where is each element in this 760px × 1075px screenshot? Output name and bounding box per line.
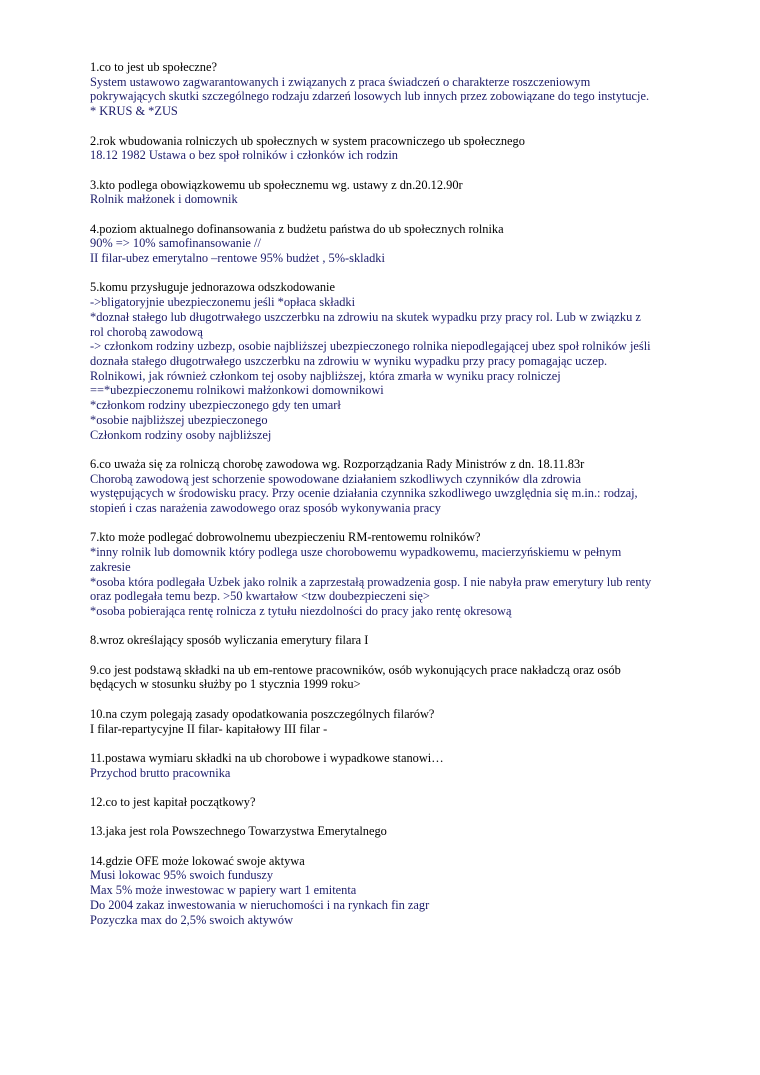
answer-line: doznała stałego długotrwałego uszczerbku na zdrowiu w wyniku wypadku przy pracy pomagając uczep. bbox=[90, 354, 608, 368]
qa-block-6 bbox=[90, 457, 690, 516]
answer-line: *członkom rodziny ubezpieczonego gdy ten umarł bbox=[90, 398, 341, 413]
qa-block-5 bbox=[90, 280, 690, 442]
question-8: 8.wroz określający sposób wyliczania emerytury filara I bbox=[90, 633, 369, 648]
qa-block-3 bbox=[90, 178, 690, 207]
answer-line: 90% => 10% samofinansowanie // bbox=[90, 236, 261, 251]
question-6: 6.co uważa się za rolniczą chorobę zawodowa wg. Rozporządzania Rady Ministrów z dn. 18.11.83r bbox=[90, 456, 585, 471]
answer-line: * KRUS & *ZUS bbox=[90, 104, 178, 119]
question-3: 3.kto podlega obowiązkowemu ub społecznemu wg. ustawy z dn.20.12.90r bbox=[90, 177, 463, 192]
qa-block-14 bbox=[90, 854, 690, 928]
answer-line: pokrywających skutki szczególnego rodzaju zdarzeń losowych lub innych przez zobowiązane do tego instytucje. bbox=[90, 89, 650, 104]
question-14: 14.gdzie OFE może lokować swoje aktywa bbox=[90, 853, 305, 868]
qa-block-1 bbox=[90, 60, 690, 119]
answer-line: Członkom rodziny osoby najbliższej bbox=[90, 427, 272, 442]
qa-block-4 bbox=[90, 222, 690, 266]
question-10: 10.na czym polegają zasady opodatkowania poszczególnych filarów? bbox=[90, 706, 435, 721]
question-10-continuation: I filar-repartycyjne II filar- kapitałowy III filar - bbox=[90, 721, 328, 736]
question-4: 4.poziom aktualnego dofinansowania z budżetu państwa do ub społecznych rolnika bbox=[90, 221, 504, 236]
answer-line: 18.12 1982 Ustawa o bez społ rolników i członków ich rodzin bbox=[90, 148, 398, 163]
answer-line: rol chorobą zawodową bbox=[90, 324, 203, 339]
answer-line: *osobie najbliższej ubezpieczonego bbox=[90, 412, 268, 427]
answer-line: oraz podlegała temu bezp. >50 kwartałow <tzw doubezpieczeni się> bbox=[90, 589, 430, 604]
answer-line: *doznał stałego lub długotrwałego uszczerbku na zdrowiu na skutek wypadku przy pracy rol. Lub w związku z bbox=[90, 309, 641, 324]
question-13: 13.jaka jest rola Powszechnego Towarzystwa Emerytalnego bbox=[90, 824, 387, 839]
question-11: 11.postawa wymiaru składki na ub chorobowe i wypadkowe stanowi… bbox=[90, 750, 444, 765]
answer-line: System ustawowo zagwarantowanych i związanych z praca świadczeń o charakterze roszczeniowym bbox=[90, 74, 591, 89]
qa-block-2 bbox=[90, 134, 690, 163]
answer-line: Rolnikowi, jak również członkom tej osoby najbliższej, która zmarła w wyniku pracy rolniczej bbox=[90, 368, 561, 383]
question-1: 1.co to jest ub społeczne? bbox=[90, 60, 217, 74]
qa-block-10 bbox=[90, 707, 690, 736]
answer-line: *osoba która podlegała Uzbek jako rolnik a zaprzestałą prowadzenia gosp. I nie nabyła praw emerytury lub renty bbox=[90, 574, 652, 589]
answer-line: *osoba pobierająca rentę rolnicza z tytułu niezdolności do pracy jako rentę okresową bbox=[90, 603, 512, 618]
question-2: 2.rok wbudowania rolniczych ub społecznych w system pracowniczego ub społecznego bbox=[90, 133, 525, 148]
qa-block-12 bbox=[90, 795, 690, 810]
question-7: 7.kto może podlegać dobrowolnemu ubezpieczeniu RM-rentowemu rolników? bbox=[90, 530, 481, 545]
answer-line: Pozyczka max do 2,5% swoich aktywów bbox=[90, 912, 294, 927]
qa-block-7 bbox=[90, 530, 690, 618]
qa-block-13 bbox=[90, 824, 690, 839]
answer-line: Max 5% może inwestowac w papiery wart 1 emitenta bbox=[90, 883, 357, 898]
answer-line: zakresie bbox=[90, 559, 131, 574]
question-9: 9.co jest podstawą składki na ub em-rentowe pracowników, osób wykonujących prace nakładczą oraz osób bbox=[90, 662, 621, 677]
qa-block-8 bbox=[90, 633, 690, 648]
qa-block-9 bbox=[90, 663, 690, 692]
question-9-continuation: będących w stosunku służby po 1 stycznia 1999 roku> bbox=[90, 677, 361, 692]
question-12: 12.co to jest kapitał początkowy? bbox=[90, 794, 256, 809]
answer-line: Przychod brutto pracownika bbox=[90, 765, 231, 780]
answer-line: ->bligatoryjnie ubezpieczonemu jeśli *opłaca składki bbox=[90, 295, 356, 310]
document-page bbox=[90, 60, 690, 942]
answer-line: Chorobą zawodową jest schorzenie spowodowane działaniem szkodliwych czynników dla zdrowia bbox=[90, 471, 581, 486]
answer-line: Do 2004 zakaz inwestowania w nieruchomości i na rynkach fin zagr bbox=[90, 897, 430, 912]
answer-line: *inny rolnik lub domownik który podlega usze chorobowemu wypadkowemu, macierzyńskiemu w pełnym bbox=[90, 545, 622, 560]
qa-block-11 bbox=[90, 751, 690, 780]
answer-line: Musi lokowac 95% swoich funduszy bbox=[90, 868, 274, 883]
answer-line: występujących w środowisku pracy. Przy ocenie działania czynnika szkodliwego uwzględnia się m.in.: rodzaj, bbox=[90, 486, 638, 501]
answer-line: II filar-ubez emerytalno –rentowe 95% budżet , 5%-skladki bbox=[90, 251, 385, 266]
answer-line: Rolnik małżonek i domownik bbox=[90, 192, 238, 207]
answer-line: ==*ubezpieczonemu rolnikowi małżonkowi domownikowi bbox=[90, 383, 384, 398]
question-5: 5.komu przysługuje jednorazowa odszkodowanie bbox=[90, 280, 335, 295]
answer-line: -> członkom rodziny uzbezp, osobie najbliższej ubezpieczonego rolnika niepodlegającej ubez społ rolników jeśli bbox=[90, 339, 651, 354]
answer-line: stopień i czas narażenia zawodowego oraz sposób wykonywania pracy bbox=[90, 501, 441, 516]
